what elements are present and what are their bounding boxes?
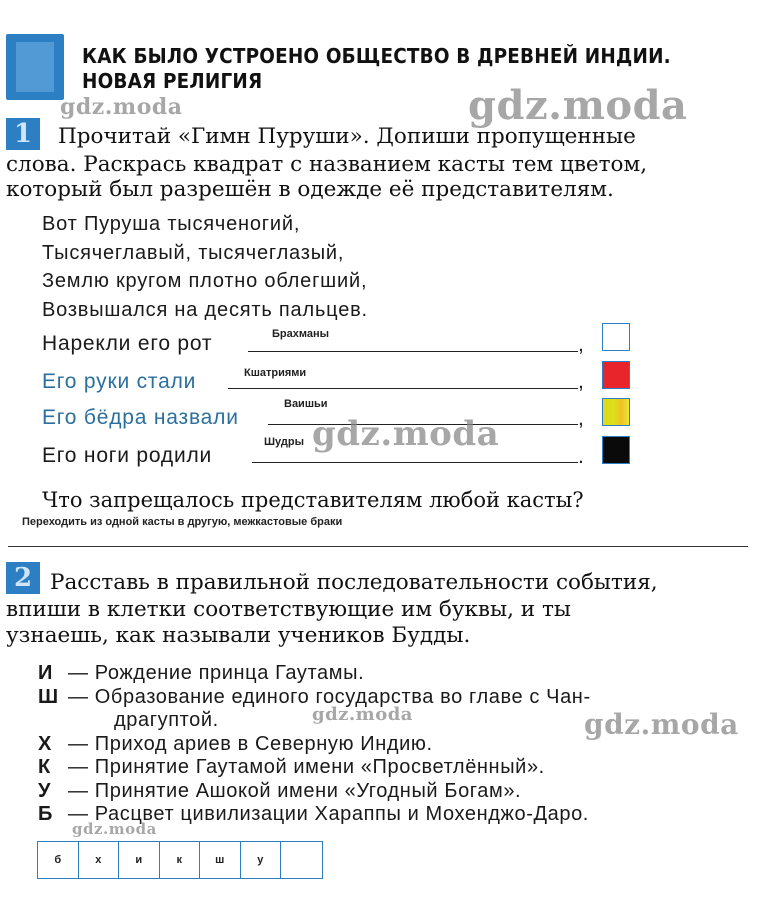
handwritten-answer: Переходить из одной касты в другую, межкастовые браки: [22, 516, 343, 528]
fill-label: Его ноги родили: [42, 444, 213, 467]
chapter-badge: [6, 34, 64, 100]
fill-label: Нарекли его рот: [42, 332, 213, 355]
task-number-badge: 2: [6, 562, 40, 594]
answer-line: [248, 351, 578, 352]
handwritten-answer: Шудры: [264, 436, 304, 448]
event-text: — Образование единого государства во главе с Чан-: [68, 685, 591, 708]
answer-cell[interactable]: х: [79, 842, 120, 878]
event-letter: Б: [38, 803, 53, 825]
fill-comma: ,: [578, 370, 585, 393]
list-item: [38, 662, 758, 686]
poem-line: Тысячеглавый, тысячеглазый,: [42, 241, 345, 264]
task1-instruction-line-2: слова. Раскрась квадрат с названием касты тем цветом,: [6, 152, 648, 177]
handwritten-answer: Ваишьи: [284, 398, 328, 410]
answer-cell[interactable]: у: [241, 842, 282, 878]
list-item: [38, 780, 758, 804]
poem-line: Возвышался на десять пальцев.: [42, 298, 368, 321]
answer-cell[interactable]: и: [119, 842, 160, 878]
handwritten-answer: Кшатриями: [244, 367, 307, 379]
answer-line: [228, 388, 578, 389]
poem: [42, 210, 368, 324]
event-letter: Ш: [38, 685, 59, 708]
event-text: — Принятие Гаутамой имени «Просветлённый».: [68, 756, 545, 778]
poem-line: Землю кругом плотно облегший,: [42, 270, 368, 292]
fill-label: Его бёдра назвали: [42, 406, 239, 429]
event-letter: И: [38, 662, 53, 684]
fill-label: Его руки стали: [42, 370, 197, 393]
divider: [8, 546, 748, 547]
event-letter: К: [38, 756, 51, 778]
caste-color-square-vaishyas[interactable]: [602, 398, 630, 426]
answer-cell[interactable]: [281, 842, 322, 878]
watermark: gdz.moda: [584, 708, 739, 741]
event-text: — Приход ариев в Северную Индию.: [68, 732, 433, 755]
watermark: gdz.moda: [468, 82, 688, 129]
event-letter: Х: [38, 732, 52, 755]
poem-line: Вот Пуруша тысяченогий,: [42, 213, 301, 235]
answer-grid: [37, 841, 323, 879]
event-text: — Расцвет цивилизации Хараппы и Мохенджо-Даро.: [68, 803, 589, 825]
list-item: [38, 756, 758, 780]
event-letter: У: [38, 779, 52, 802]
task1-question: Что запрещалось представителям любой касты?: [42, 488, 584, 512]
task-number-badge: 1: [6, 118, 40, 150]
answer-cell[interactable]: б: [38, 842, 79, 878]
task1-instruction-line-1: Прочитай «Гимн Пуруши». Допиши пропущенные: [58, 124, 636, 149]
event-text: — Рождение принца Гаутамы.: [68, 662, 365, 684]
task2-instruction-line-2: впиши в клетки соответствующие им буквы, и ты: [6, 597, 571, 622]
answer-cell[interactable]: к: [160, 842, 201, 878]
task2-instruction-line-3: узнаешь, как называли учеников Будды.: [6, 623, 471, 648]
caste-color-square-brahmins[interactable]: [602, 323, 630, 351]
event-text: драгуптой.: [114, 709, 219, 731]
answer-cell[interactable]: ш: [200, 842, 241, 878]
caste-color-square-kshatriyas[interactable]: [602, 361, 630, 389]
fill-comma: ,: [578, 407, 585, 430]
task1-instruction-line-3: который был разрешён в одежде её представителям.: [6, 177, 614, 202]
title-line-1: КАК БЫЛО УСТРОЕНО ОБЩЕСТВО В ДРЕВНЕЙ ИНДИИ.: [82, 44, 671, 68]
answer-line: [252, 462, 578, 463]
watermark: gdz.moda: [60, 94, 183, 120]
fill-comma: ,: [578, 333, 585, 356]
watermark: gdz.moda: [312, 414, 500, 454]
watermark: gdz.moda: [312, 704, 413, 725]
title-line-2: НОВАЯ РЕЛИГИЯ: [82, 69, 263, 93]
task2-instruction-line-1: Расставь в правильной последовательности события,: [50, 570, 658, 595]
fill-period: .: [578, 445, 585, 468]
watermark: gdz.moda: [72, 820, 157, 838]
handwritten-answer: Брахманы: [272, 328, 330, 340]
caste-color-square-shudras[interactable]: [602, 436, 630, 464]
events-list: [38, 662, 758, 827]
event-text: — Принятие Ашокой имени «Угодный Богам».: [68, 779, 522, 802]
